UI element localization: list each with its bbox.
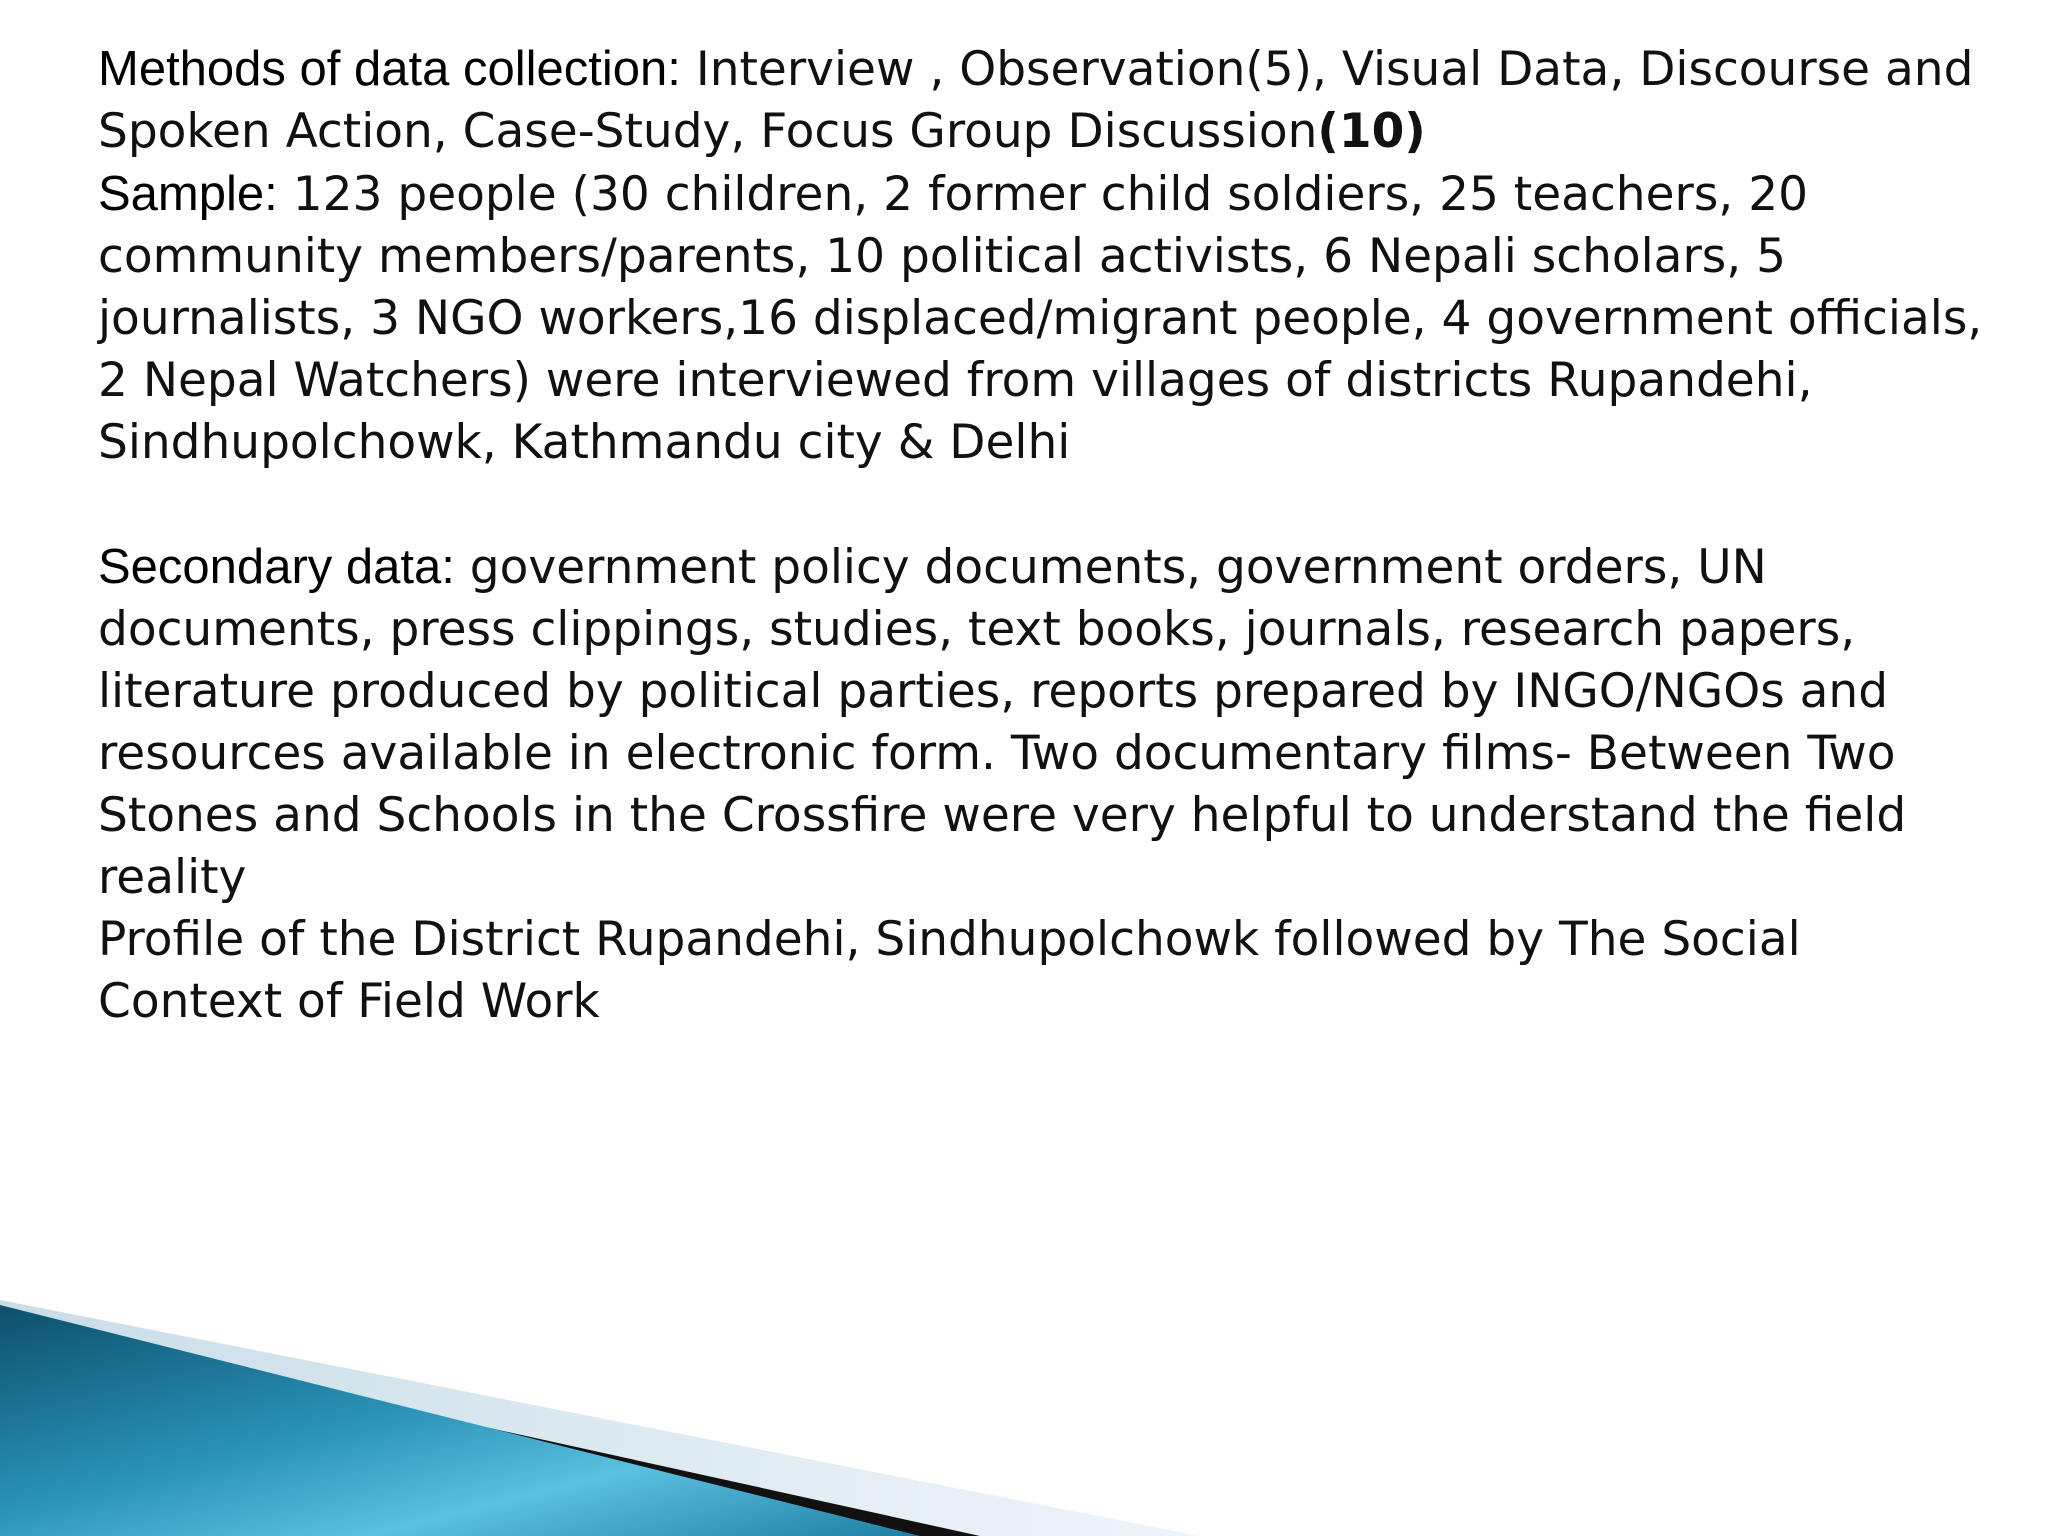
slide-body [98,38,1998,1033]
paragraph-spacer [98,474,1998,536]
sample-paragraph [98,163,1998,474]
secondary-text: government policy documents, government orders, UN documents, press clippings, studies, text books, journals, research papers, literature produced by political parties, reports prepared by INGO/NGOs and resources available in electronic form. Two documentary films- Between Two Stones and Schools in the Crossfire were very helpful to understand the field reality [98,540,1907,905]
methods-label: Methods of data collection: [98,42,681,96]
sample-label: Sample: [98,167,278,221]
methods-text: Interview , Observation(5), Visual Data, Discourse and Spoken Action, Case-Study, Focus Group Discussion [98,42,1974,159]
methods-count: (10) [1317,104,1426,159]
profile-paragraph [98,909,1998,1033]
sample-text: 123 people (30 children, 2 former child soldiers, 25 teachers, 20 community members/parents, 10 political activists, 6 Nepali scholars, 5 journalists, 3 NGO workers,16 displaced/migrant people, 4 government officials, 2 Nepal Watchers) were interviewed from villages of districts Rupandehi, Sindhupolchowk, Kathmandu city & Delhi [98,167,1983,470]
profile-text: Profile of the District Rupandehi, Sindhupolchowk followed by The Social Context of Field Work [98,912,1801,1029]
secondary-label: Secondary data: [98,540,455,594]
methods-paragraph [98,38,1998,163]
secondary-paragraph [98,536,1998,909]
